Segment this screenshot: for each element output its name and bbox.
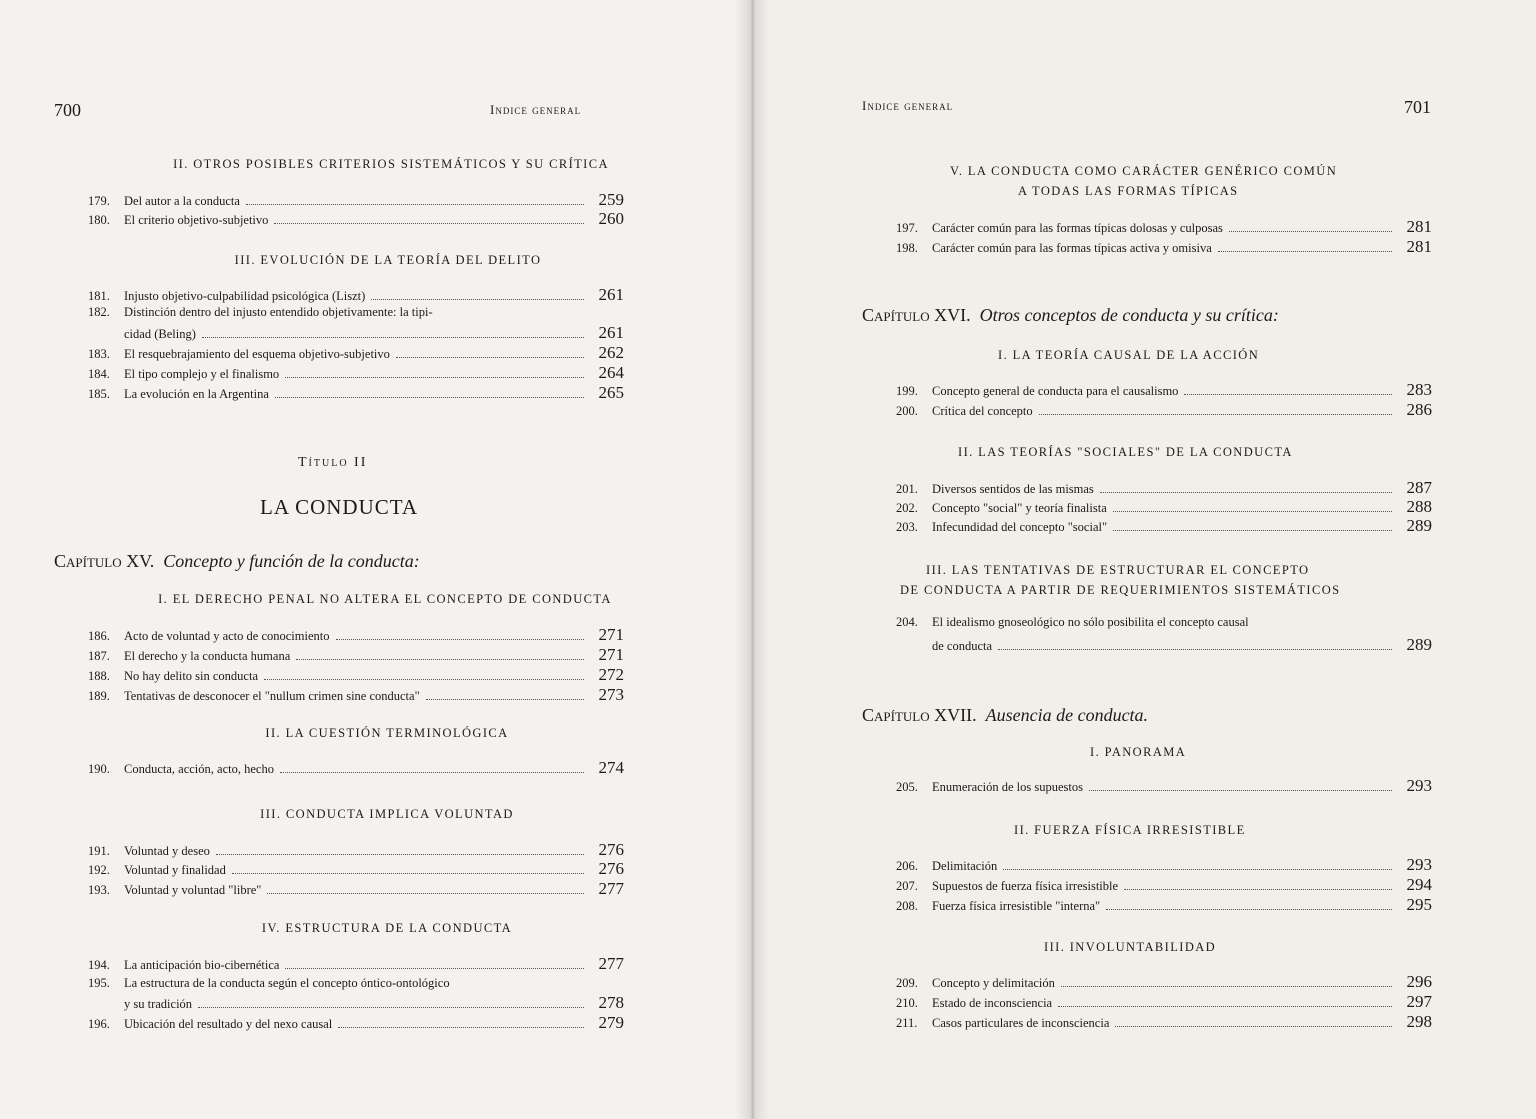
toc-entry[interactable]: 197. Carácter común para las formas típicas dolosas y culposas 281	[896, 217, 1432, 236]
left-page	[0, 0, 752, 1119]
toc-entry[interactable]: 181. Injusto objetivo-culpabilidad psicológica (Liszt) 261	[88, 285, 624, 304]
toc-entry[interactable]: 210. Estado de inconsciencia 297	[896, 992, 1432, 1011]
toc-entry[interactable]: 192. Voluntad y finalidad 276	[88, 859, 624, 878]
toc-entry[interactable]: 189. Tentativas de desconocer el "nullum crimen sine conducta" 273	[88, 685, 624, 704]
section-heading: III. CONDUCTA IMPLICA VOLUNTAD	[260, 807, 514, 821]
toc-entry[interactable]: 198. Carácter común para las formas típicas activa y omisiva 281	[896, 237, 1432, 256]
toc-entry[interactable]: y su tradición 278	[124, 993, 624, 1012]
toc-entry-text[interactable]: 195. La estructura de la conducta según el concepto óntico-ontológico	[88, 976, 450, 990]
page-number: 701	[1404, 97, 1431, 117]
section-heading: II. LAS TEORÍAS "SOCIALES" DE LA CONDUCTA	[958, 445, 1293, 459]
toc-entry[interactable]: 201. Diversos sentidos de las mismas 287	[896, 478, 1432, 497]
toc-entry[interactable]: 194. La anticipación bio-cibernética 277	[88, 954, 624, 973]
toc-entry[interactable]: 211. Casos particulares de inconsciencia 298	[896, 1012, 1432, 1031]
right-page	[752, 0, 1536, 1119]
section-heading: V. LA CONDUCTA COMO CARÁCTER GENÉRICO COMÚN	[950, 164, 1338, 178]
toc-entry[interactable]: de conducta 289	[932, 635, 1432, 654]
toc-entry[interactable]: 184. El tipo complejo y el finalismo 264	[88, 363, 624, 382]
page-number: 700	[54, 100, 81, 120]
section-heading: I. EL DERECHO PENAL NO ALTERA EL CONCEPTO DE CONDUCTA	[158, 592, 612, 606]
running-header: Indice general	[862, 98, 954, 113]
chapter-heading[interactable]: Capítulo XV. Concepto y función de la conducta:	[54, 551, 420, 571]
toc-entry[interactable]: 209. Concepto y delimitación 296	[896, 972, 1432, 991]
chapter-heading[interactable]: Capítulo XVI. Otros conceptos de conducta y su crítica:	[862, 305, 1279, 325]
section-heading: III. INVOLUNTABILIDAD	[1044, 940, 1217, 954]
chapter-heading[interactable]: Capítulo XVII. Ausencia de conducta.	[862, 705, 1149, 725]
toc-entry[interactable]: 193. Voluntad y voluntad "libre" 277	[88, 879, 624, 898]
toc-entry[interactable]: 208. Fuerza física irresistible "interna" 295	[896, 895, 1432, 914]
toc-entry[interactable]: 202. Concepto "social" y teoría finalista 288	[896, 497, 1432, 516]
toc-entry[interactable]: 205. Enumeración de los supuestos 293	[896, 776, 1432, 795]
section-heading: DE CONDUCTA A PARTIR DE REQUERIMIENTOS SISTEMÁTICOS	[900, 583, 1341, 597]
toc-entry[interactable]: 207. Supuestos de fuerza física irresistible 294	[896, 875, 1432, 894]
toc-entry[interactable]: 180. El criterio objetivo-subjetivo 260	[88, 209, 624, 228]
part-title: Título II	[298, 455, 368, 470]
toc-entry-text[interactable]: 204. El idealismo gnoseológico no sólo posibilita el concepto causal	[896, 615, 1249, 629]
section-heading: A TODAS LAS FORMAS TÍPICAS	[1018, 184, 1239, 198]
toc-entry[interactable]: 187. El derecho y la conducta humana 271	[88, 645, 624, 664]
toc-entry[interactable]: 179. Del autor a la conducta 259	[88, 190, 624, 209]
section-heading: II. FUERZA FÍSICA IRRESISTIBLE	[1014, 823, 1246, 837]
toc-entry[interactable]: 190. Conducta, acción, acto, hecho 274	[88, 758, 624, 777]
section-heading: I. LA TEORÍA CAUSAL DE LA ACCIÓN	[998, 348, 1260, 362]
section-heading: III. LAS TENTATIVAS DE ESTRUCTURAR EL CONCEPTO	[926, 563, 1310, 577]
toc-entry-text[interactable]: 182. Distinción dentro del injusto entendido objetivamente: la tipi-	[88, 305, 433, 319]
section-heading: II. LA CUESTIÓN TERMINOLÓGICA	[265, 726, 509, 740]
section-heading: I. PANORAMA	[1090, 745, 1187, 759]
toc-entry[interactable]: cidad (Beling) 261	[124, 323, 624, 342]
toc-entry[interactable]: 188. No hay delito sin conducta 272	[88, 665, 624, 684]
toc-entry[interactable]: 200. Crítica del concepto 286	[896, 400, 1432, 419]
toc-entry[interactable]: 203. Infecundidad del concepto "social" 289	[896, 516, 1432, 535]
toc-entry[interactable]: 199. Concepto general de conducta para el causalismo 283	[896, 380, 1432, 399]
toc-entry[interactable]: 183. El resquebrajamiento del esquema objetivo-subjetivo 262	[88, 343, 624, 362]
toc-entry[interactable]: 191. Voluntad y deseo 276	[88, 840, 624, 859]
section-heading: II. OTROS POSIBLES CRITERIOS SISTEMÁTICOS Y SU CRÍTICA	[173, 157, 609, 171]
toc-entry[interactable]: 186. Acto de voluntad y acto de conocimiento 271	[88, 625, 624, 644]
toc-entry[interactable]: 185. La evolución en la Argentina 265	[88, 383, 624, 402]
section-heading: IV. ESTRUCTURA DE LA CONDUCTA	[261, 921, 513, 935]
running-header: Indice general	[490, 102, 582, 117]
toc-entry[interactable]: 206. Delimitación 293	[896, 855, 1432, 874]
section-heading: III. EVOLUCIÓN DE LA TEORÍA DEL DELITO	[234, 253, 542, 267]
book-gutter	[735, 0, 769, 1119]
toc-entry[interactable]: 196. Ubicación del resultado y del nexo causal 279	[88, 1013, 624, 1032]
part-name: LA CONDUCTA	[260, 495, 419, 519]
